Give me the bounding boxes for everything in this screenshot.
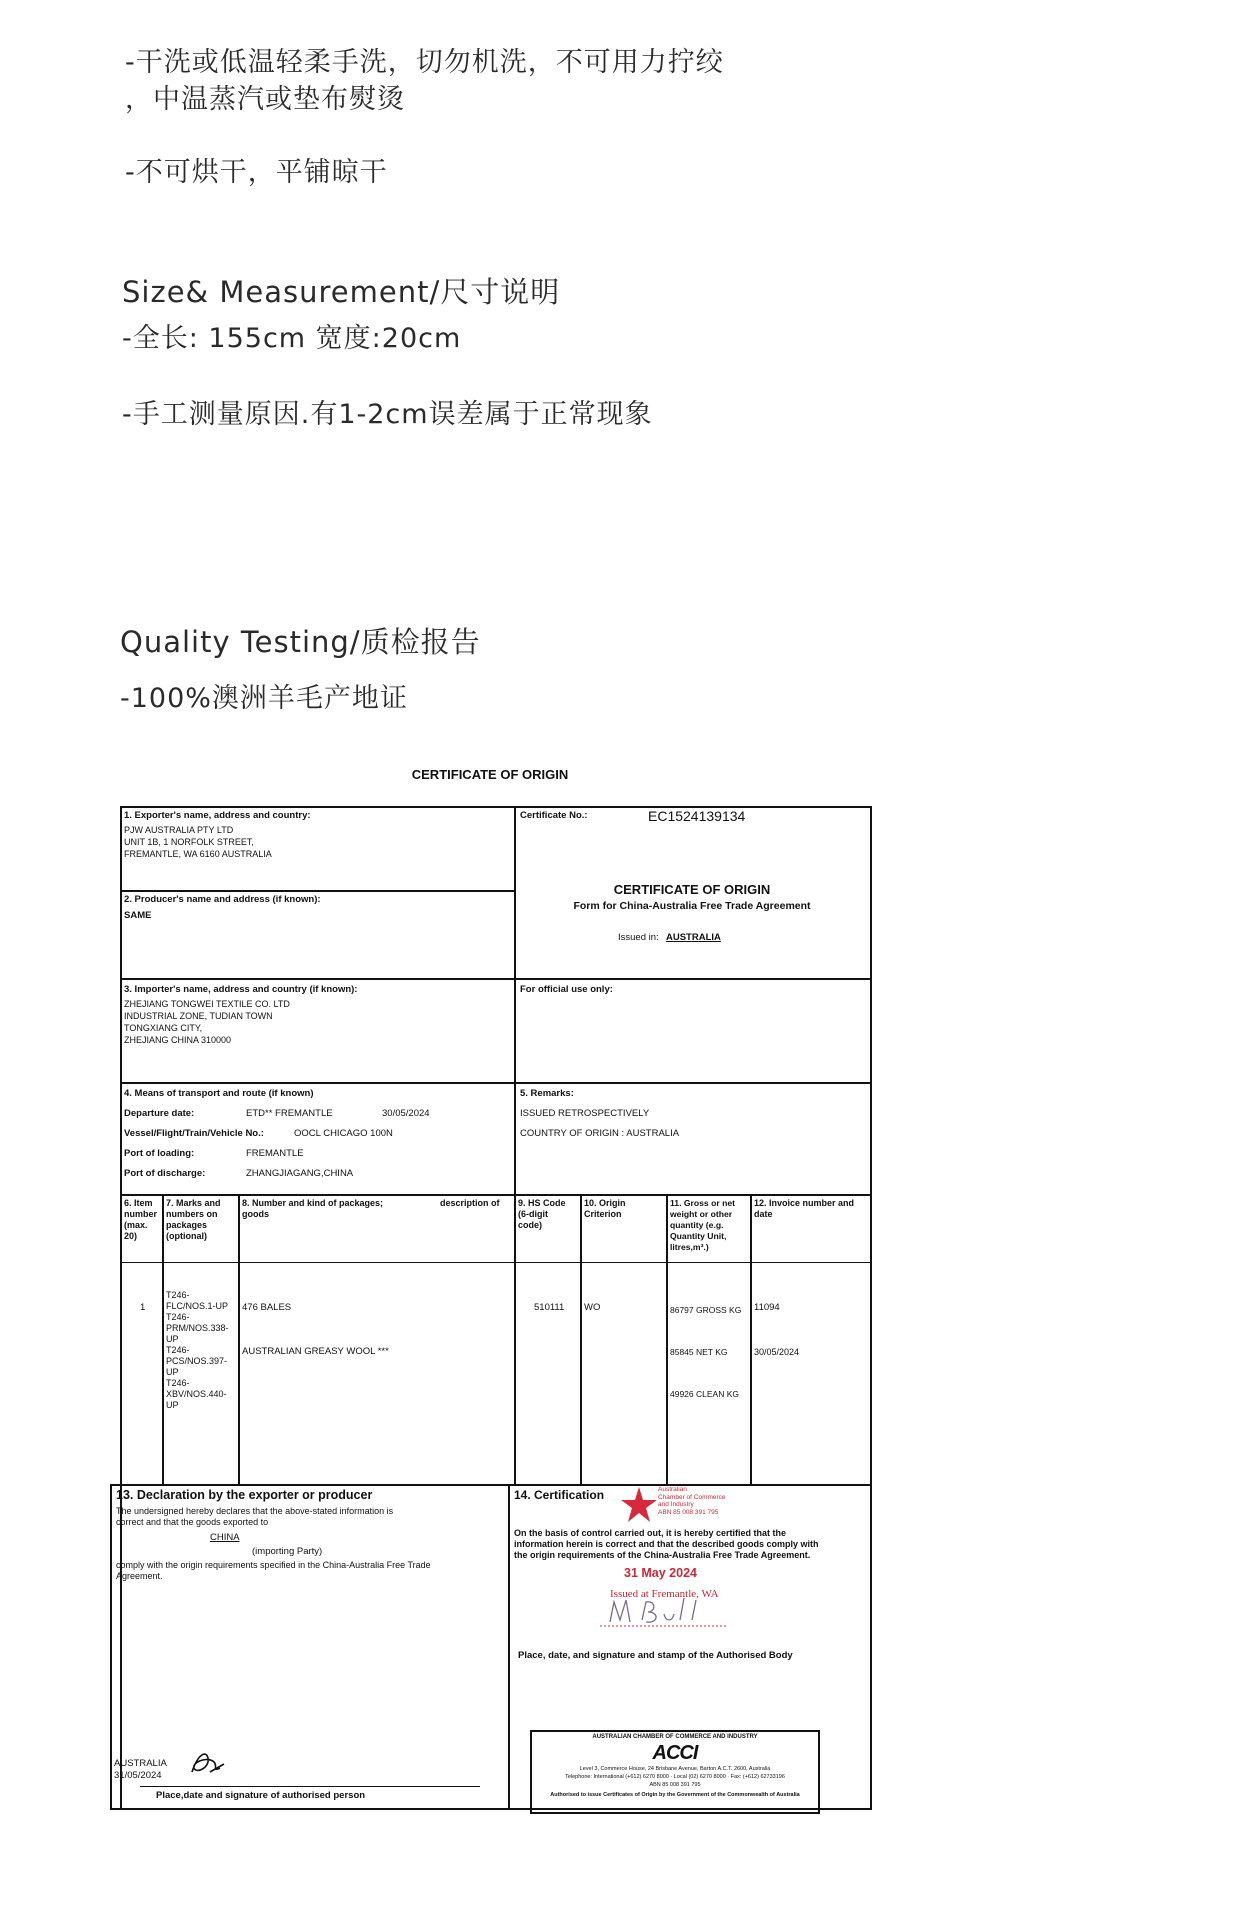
box13-text-1: The undersigned hereby declares that the above-stated information is correct and that the goods exported to	[116, 1506, 394, 1527]
box13-sign-line	[140, 1786, 480, 1787]
box13-country: CHINA	[210, 1532, 240, 1543]
stamp-date: 31 May 2024	[624, 1566, 697, 1580]
acci-footer: Authorised to issue Certificates of Origin by the Government of the Commonwealth of Australia	[550, 1792, 800, 1798]
acci-header: AUSTRALIAN CHAMBER OF COMMERCE AND INDUSTRY	[592, 1734, 758, 1740]
col-line-11	[750, 1194, 752, 1484]
col-line-7	[238, 1194, 240, 1484]
col8-header-a: 8. Number and kind of packages;	[242, 1198, 384, 1208]
col12-header: 12. Invoice number and date	[754, 1198, 855, 1219]
frame-top	[120, 806, 872, 808]
box3-label: 3. Importer's name, address and country (if known):	[124, 984, 358, 995]
col-line-9	[580, 1194, 582, 1484]
col-line-8	[514, 1194, 516, 1484]
box2-label: 2. Producer's name and address (if known):	[124, 894, 321, 905]
goods-description: AUSTRALIAN GREASY WOOL ***	[242, 1346, 389, 1357]
size-heading: Size& Measurement/尺寸说明	[122, 275, 561, 309]
exporter-address: PJW AUSTRALIA PTY LTD UNIT 1B, 1 NORFOLK STREET, FREMANTLE, WA 6160 AUSTRALIA	[124, 825, 272, 859]
care-line-1: -干洗或低温轻柔手洗，切勿机洗，不可用力拧绞	[125, 47, 724, 78]
vessel-value: OOCL CHICAGO 100N	[294, 1128, 393, 1139]
official-use-label: For official use only:	[520, 984, 613, 995]
discharge-value: ZHANGJIAGANG,CHINA	[246, 1168, 354, 1179]
certificate-of-origin	[110, 767, 870, 1810]
cert-right-subtitle: Form for China-Australia Free Trade Agreement	[573, 900, 811, 912]
vessel-label: Vessel/Flight/Train/Vehicle No.:	[124, 1128, 264, 1139]
box1-label: 1. Exporter's name, address and country:	[124, 810, 311, 821]
invoice-date: 30/05/2024	[754, 1347, 800, 1357]
producer-value: SAME	[124, 910, 152, 921]
exporter-signature	[186, 1746, 228, 1780]
departure-date: 30/05/2024	[382, 1108, 430, 1119]
remark-1: ISSUED RETROSPECTIVELY	[520, 1108, 650, 1119]
importer-address: ZHEJIANG TONGWEI TEXTILE CO. LTD INDUSTRIAL ZONE, TUDIAN TOWN TONGXIANG CITY, ZHEJIANG CHINA 310000	[124, 999, 290, 1045]
box14-title: 14. Certification	[514, 1488, 605, 1502]
gross-weight: 86797 GROSS KG	[670, 1305, 742, 1315]
marks-numbers: T246- FLC/NOS.1-UP T246- PRM/NOS.338- UP T246- PCS/NOS.397- UP T246- XBV/NOS.440- UP	[166, 1290, 229, 1410]
col8-header-c: goods	[242, 1209, 269, 1219]
box14-text: On the basis of control carried out, it is hereby certified that the information herein is correct and that the described goods comply with the origin requirements of the China-Australia Free Trade Agreement.	[514, 1528, 819, 1560]
box13-importing-party: (importing Party)	[252, 1546, 323, 1557]
col-line-6	[162, 1194, 164, 1484]
divider-box4	[120, 1194, 872, 1196]
quality-line-1: -100%澳洲羊毛产地证	[120, 683, 408, 714]
box13-text-2: comply with the origin requirements specified in the China-Australia Free Trade Agreement.	[116, 1560, 431, 1581]
box5-label: 5. Remarks:	[520, 1088, 574, 1099]
box14-footer: Place, date, and signature and stamp of the Authorised Body	[518, 1650, 793, 1661]
issued-in-value: AUSTRALIA	[666, 932, 721, 943]
certificate-title: CERTIFICATE OF ORIGIN	[411, 767, 569, 782]
acci-phone: Telephone: International (+612) 6270 8000 · Local (02) 6270 8000 · Fax: (+612) 62733196	[565, 1774, 785, 1780]
size-line-1: -全长: 155cm 宽度:20cm	[122, 323, 462, 354]
hs-code: 510111	[534, 1302, 565, 1313]
discharge-label: Port of discharge:	[124, 1168, 206, 1179]
chamber-text: Australian Chamber of Commerce and Industry ABN 85 008 391 795	[658, 1486, 726, 1516]
acci-abn: ABN 85 008 391 795	[649, 1782, 701, 1788]
col9-header: 9. HS Code (6-digit code)	[518, 1198, 566, 1230]
divider-mid-lower	[508, 1484, 510, 1810]
chamber-star-icon	[620, 1486, 658, 1524]
item-number: 1	[140, 1302, 146, 1313]
departure-value: ETD** FREMANTLE	[246, 1108, 333, 1119]
issued-in-label: Issued in:	[618, 932, 659, 943]
remark-2: COUNTRY OF ORIGIN : AUSTRALIA	[520, 1128, 680, 1139]
departure-label: Departure date:	[124, 1108, 195, 1119]
col6-header: 6. Item number (max. 20)	[124, 1198, 158, 1241]
cert-no-label: Certificate No.:	[520, 810, 588, 821]
cert-no-value: EC1524139134	[648, 808, 746, 824]
loading-label: Port of loading:	[124, 1148, 195, 1159]
col8-header-b: description of	[440, 1198, 500, 1208]
box4-label: 4. Means of transport and route (if known)	[124, 1088, 314, 1099]
col-line-10	[666, 1194, 668, 1484]
cert-right-title: CERTIFICATE OF ORIGIN	[613, 882, 771, 897]
origin-criterion: WO	[584, 1302, 601, 1313]
acci-address: Level 3, Commerce House, 24 Brisbane Avenue, Barton A.C.T. 2600, Australia	[579, 1766, 771, 1772]
invoice-number: 11094	[754, 1302, 780, 1313]
care-line-2: ，中温蒸汽或垫布熨烫	[125, 84, 405, 115]
quality-heading: Quality Testing/质检报告	[120, 625, 481, 659]
divider-mid-upper	[514, 806, 516, 1196]
col11-header: 11. Gross or net weight or other quantity (e.g. Quantity Unit, litres,m³.)	[670, 1198, 735, 1252]
stamp-issued: Issued at Fremantle, WA	[610, 1588, 719, 1600]
frame-left	[120, 806, 122, 1810]
size-line-2: -手工测量原因.有1-2cm误差属于正常现象	[122, 399, 653, 430]
box13-title: 13. Declaration by the exporter or producer	[116, 1488, 373, 1502]
divider-table-bottom	[110, 1484, 872, 1486]
care-line-3: -不可烘干，平铺晾干	[125, 157, 388, 188]
divider-box3	[120, 1082, 872, 1084]
box13-place-date: AUSTRALIA 31/05/2024	[114, 1758, 167, 1781]
loading-value: FREMANTLE	[246, 1148, 304, 1159]
col7-header: 7. Marks and numbers on packages (optional)	[166, 1198, 221, 1241]
authorised-signature	[600, 1590, 730, 1632]
divider-table-header	[120, 1262, 872, 1263]
packages: 476 BALES	[242, 1302, 292, 1313]
divider-box2	[120, 978, 872, 980]
col10-header: 10. Origin Criterion	[584, 1198, 626, 1219]
acci-stamp	[530, 1730, 820, 1814]
acci-logo: ACCI	[652, 1742, 698, 1764]
divider-box1	[120, 890, 515, 892]
box13-footer: Place,date and signature of authorised person	[156, 1790, 366, 1801]
frame-left-lower	[110, 1484, 112, 1810]
net-weight: 85845 NET KG	[670, 1347, 728, 1357]
frame-right	[870, 806, 872, 1810]
clean-weight: 49926 CLEAN KG	[670, 1389, 739, 1399]
